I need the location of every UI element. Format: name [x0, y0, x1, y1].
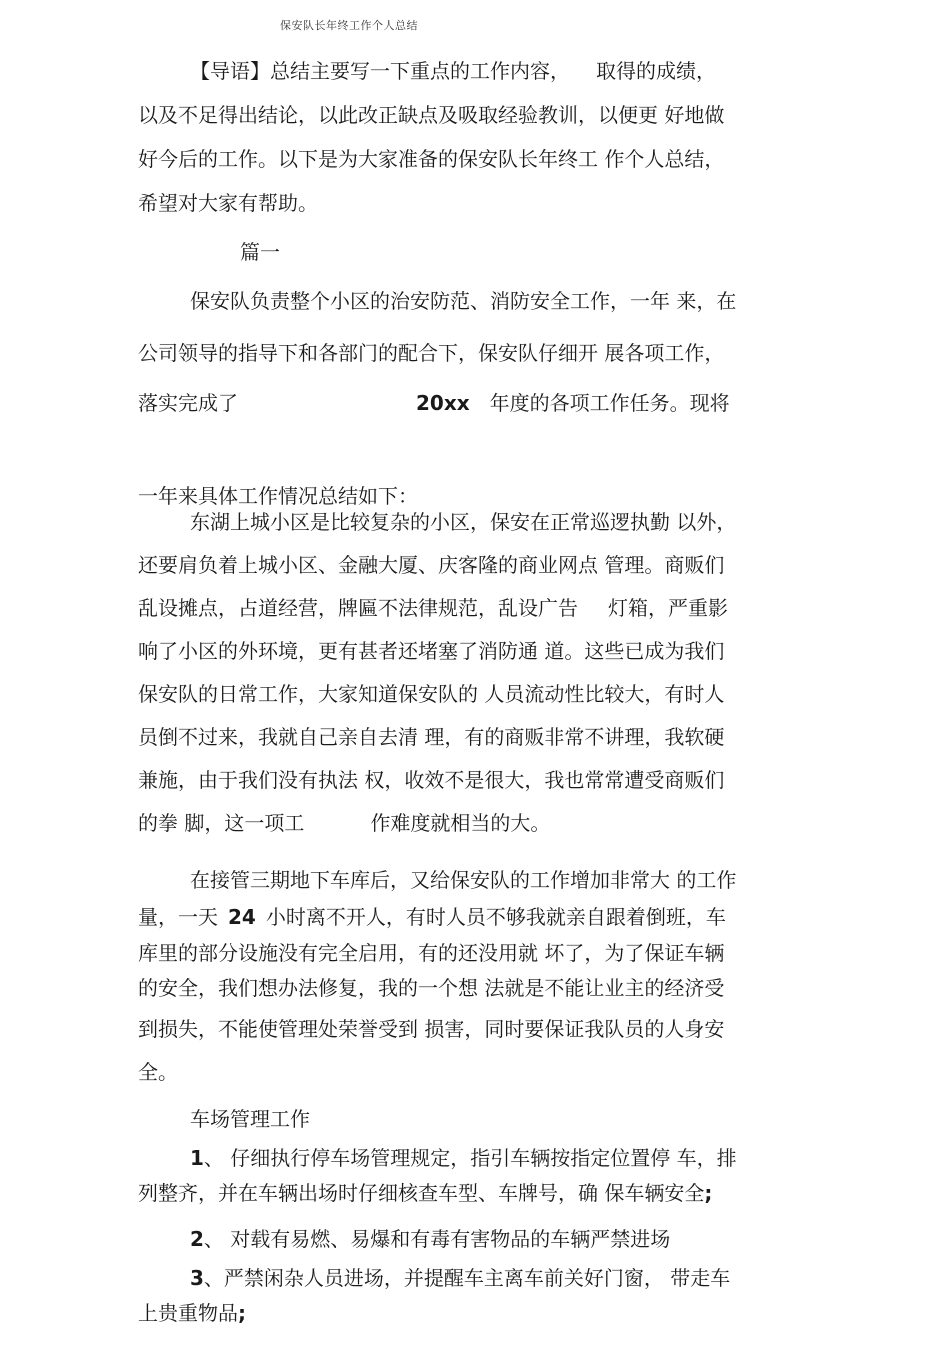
p2-line-1: 东湖上城小区是比较复杂的小区，保安在正常巡逻执勤 以外，: [190, 510, 737, 534]
intro-line-1-a: 【导语】总结主要写一下重点的工作内容，: [190, 59, 570, 83]
p2-line-2: 还要肩负着上城小区、金融大厦、庆客隆的商业网点 管理。商贩们: [138, 553, 725, 577]
parking-item-3-text: 、严禁闲杂人员进场，并提醒车主离车前关好门窗， 带走车: [203, 1266, 731, 1290]
parking-title: 车场管理工作: [190, 1107, 310, 1131]
p2-line-3-a: 乱设摊点，占道经营，牌匾不法律规范，乱设广告: [138, 596, 578, 620]
p3-line-1: 在接管三期地下车库后，又给保安队的工作增加非常大 的工作: [190, 868, 737, 892]
p3-line-3: 库里的部分设施没有完全启用，有的还没用就 坏了，为了保证车辆: [138, 941, 725, 965]
p1-line-2: 公司领导的指导下和各部门的配合下，保安队仔细开 展各项工作，: [138, 341, 725, 365]
p3-line-2-a: 量，一天: [138, 905, 218, 929]
p2-line-3: [138, 598, 728, 618]
parking-item-2-text: 、 对载有易燃、易爆和有毒有害物品的车辆严禁进场: [203, 1227, 671, 1251]
p3-line-2-c: 小时离不开人，有时人员不够我就亲自跟着倒班，车: [265, 905, 726, 929]
p3-line-2: [138, 907, 726, 927]
intro-line-1-b: 取得的成绩，: [596, 59, 716, 83]
p2-line-4: 响了小区的外环境，更有甚者还堵塞了消防通 道。这些已成为我们: [138, 639, 725, 663]
hours-value: 24: [228, 905, 256, 929]
parking-item-3-line-2: [138, 1303, 246, 1323]
parking-item-3-text-2: 上贵重物品: [138, 1301, 238, 1325]
parking-item-2-number: 2: [190, 1227, 204, 1251]
p2-line-8-a: 的拳 脚，这一项工: [138, 811, 305, 835]
p2-line-6: 员倒不过来，我就自己亲自去清 理，有的商贩非常不讲理，我软硬: [138, 725, 725, 749]
p3-line-6: 全。: [138, 1060, 178, 1084]
parking-item-2: [190, 1229, 670, 1249]
p1-line-4: 一年来具体工作情况总结如下：: [138, 484, 418, 508]
parking-item-1-text-2: 列整齐，并在车辆出场时仔细核查车型、车牌号，确 保车辆安全: [138, 1181, 705, 1205]
parking-item-1-line-1: [190, 1148, 737, 1168]
parking-item-1-text: 、 仔细执行停车场管理规定，指引车辆按指定位置停 车，排: [203, 1146, 737, 1170]
p1-line-3-a: 落实完成了: [138, 391, 238, 415]
p3-line-4: 的安全，我们想办法修复，我的一个想 法就是不能让业主的经济受: [138, 976, 725, 1000]
p1-line-3-c: 年度的各项工作任务。现将: [489, 391, 730, 415]
parking-item-3-end: ;: [238, 1301, 246, 1325]
p1-line-3: [138, 393, 730, 413]
p1-line-1: 保安队负责整个小区的治安防范、消防安全工作，一年 来，在: [190, 289, 737, 313]
parking-item-1-end: ;: [704, 1181, 713, 1205]
intro-line-3: 好今后的工作。以下是为大家准备的保安队长年终工 作个人总结，: [138, 147, 725, 171]
section-title: 篇一: [240, 240, 280, 264]
parking-item-3-number: 3: [190, 1266, 204, 1290]
p2-line-3-b: 灯箱，严重影: [608, 596, 728, 620]
parking-item-1-number: 1: [190, 1146, 204, 1170]
intro-line-4: 希望对大家有帮助。: [138, 191, 318, 215]
p2-line-7: 兼施，由于我们没有执法 权，收效不是很大，我也常常遭受商贩们: [138, 768, 725, 792]
p2-line-8: [138, 813, 550, 833]
year-value: 20xx: [416, 391, 470, 415]
parking-item-3-line-1: [190, 1268, 730, 1288]
page-header: 保安队长年终工作个人总结: [280, 19, 418, 32]
p2-line-8-b: 作难度就相当的大。: [370, 811, 551, 835]
intro-line-2: 以及不足得出结论，以此改正缺点及吸取经验教训，以便更 好地做: [138, 103, 725, 127]
intro-line-1: [190, 61, 716, 81]
parking-item-1-line-2: [138, 1183, 712, 1203]
p3-line-5: 到损失，不能使管理处荣誉受到 损害，同时要保证我队员的人身安: [138, 1017, 725, 1041]
p2-line-5: 保安队的日常工作，大家知道保安队的 人员流动性比较大，有时人: [138, 682, 725, 706]
